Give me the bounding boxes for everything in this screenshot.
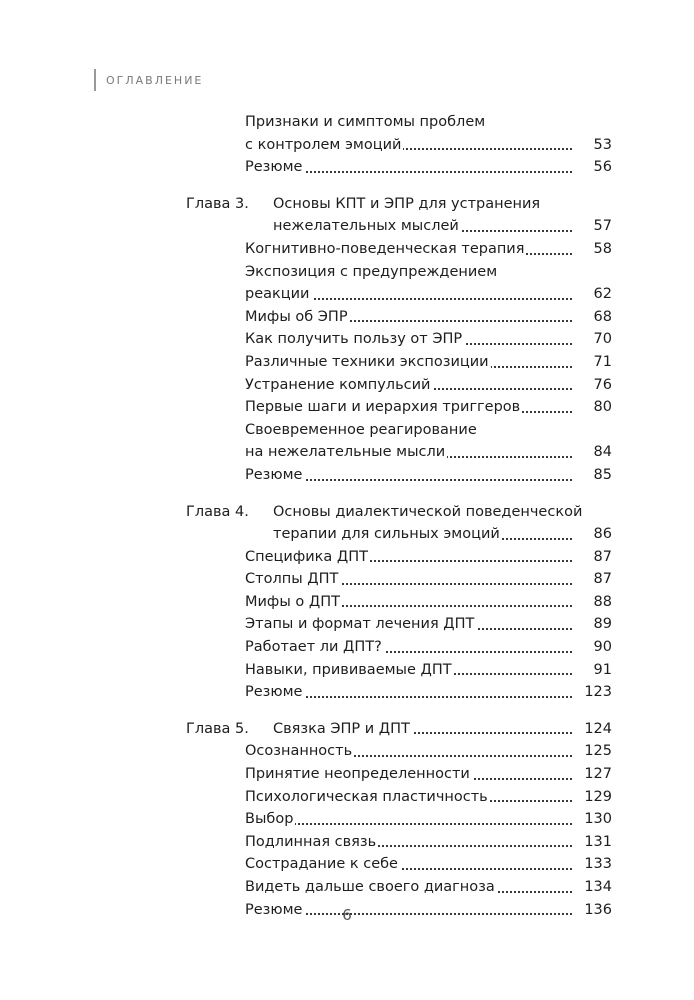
toc-entry-text: Устранение компульсий: [245, 374, 432, 397]
toc-entry-text: Столпы ДПТ: [245, 568, 340, 591]
chapter-title-text: терапии для сильных эмоций: [273, 523, 502, 546]
toc-line: [245, 374, 612, 397]
toc-line: [245, 419, 612, 442]
toc-line: [245, 786, 612, 809]
section-gap: [0, 704, 694, 718]
toc-line: [245, 396, 612, 419]
chapter-title-text: нежелательных мыслей: [273, 215, 461, 238]
toc-chapter: [0, 501, 694, 704]
chapter-prefix: Глава 4.: [186, 503, 249, 520]
toc-page-number: 62: [574, 283, 612, 306]
toc-entry[interactable]: [0, 419, 694, 464]
toc-entry[interactable]: [0, 156, 694, 179]
toc-entry[interactable]: [0, 636, 694, 659]
toc-entry-text: Видеть дальше своего диагноза: [245, 876, 497, 899]
toc-line: [245, 238, 612, 261]
toc-page-number: 57: [574, 215, 612, 238]
toc-entry-text: Различные техники экспозиции: [245, 351, 491, 374]
toc-line: [245, 876, 612, 899]
section-gap: [0, 179, 694, 193]
toc-page-number: 127: [574, 763, 612, 786]
toc-line: [245, 831, 612, 854]
toc-page-number: 88: [574, 591, 612, 614]
toc-entry-text: Первые шаги и иерархия триггеров: [245, 396, 522, 419]
toc-line: [245, 111, 612, 134]
toc-page-number: 56: [574, 156, 612, 179]
toc-line: [245, 351, 612, 374]
toc-line: [273, 193, 612, 216]
toc-entry[interactable]: [0, 546, 694, 569]
toc-entry-text: Специфика ДПТ: [245, 546, 370, 569]
chapter-title-text: Основы КПТ и ЭПР для устранения: [273, 193, 542, 216]
toc-page-number: 76: [574, 374, 612, 397]
toc-entry-text: Резюме: [245, 464, 304, 487]
toc-entry[interactable]: [0, 261, 694, 306]
toc-page-number: 85: [574, 464, 612, 487]
toc-line: [245, 156, 612, 179]
toc-page-number: 124: [574, 718, 612, 741]
toc-page-number: 84: [574, 441, 612, 464]
toc-line: [245, 261, 612, 284]
toc-entry[interactable]: [0, 464, 694, 487]
toc-entry-text: Выбор: [245, 808, 295, 831]
toc-page-number: 129: [574, 786, 612, 809]
toc-entry-text: Как получить пользу от ЭПР: [245, 328, 464, 351]
chapter-title-entry[interactable]: [0, 718, 694, 741]
toc-line: [245, 636, 612, 659]
toc-page-number: 53: [574, 134, 612, 157]
toc-entry[interactable]: [0, 763, 694, 786]
toc-entry[interactable]: [0, 831, 694, 854]
toc-line: [245, 740, 612, 763]
toc-entry-text: Признаки и симптомы проблем: [245, 111, 487, 134]
toc-group: [0, 111, 694, 179]
toc-line: [245, 328, 612, 351]
toc-page-number: 136: [574, 899, 612, 922]
toc-entry-text: с контролем эмоций: [245, 134, 403, 157]
toc-line: [245, 659, 612, 682]
toc-page-number: 131: [574, 831, 612, 854]
toc-page-number: 89: [574, 613, 612, 636]
toc-page-number: 68: [574, 306, 612, 329]
toc-chapter: [0, 718, 694, 921]
chapter-title-entry[interactable]: [0, 501, 694, 546]
toc-entry-text: Подлинная связь: [245, 831, 378, 854]
toc-page-number: 125: [574, 740, 612, 763]
toc-line: [245, 591, 612, 614]
toc-line: [245, 681, 612, 704]
toc-page-number: 123: [574, 681, 612, 704]
toc-page-number: 70: [574, 328, 612, 351]
toc-page-number: 134: [574, 876, 612, 899]
toc-entry[interactable]: [0, 591, 694, 614]
toc-page-number: 87: [574, 546, 612, 569]
toc-line: [273, 215, 612, 238]
toc-entry[interactable]: [0, 396, 694, 419]
toc-entry[interactable]: [0, 374, 694, 397]
toc-entry-text: Осознанность: [245, 740, 354, 763]
toc-line: [245, 763, 612, 786]
toc-entry-text: Экспозиция с предупреждением: [245, 261, 499, 284]
toc-page-number: 87: [574, 568, 612, 591]
toc-line: [273, 501, 612, 524]
toc-line: [245, 441, 612, 464]
running-head: [94, 69, 203, 91]
toc-line: [245, 464, 612, 487]
chapter-title-entry[interactable]: [0, 193, 694, 238]
chapter-title-text: Связка ЭПР и ДПТ: [273, 718, 412, 741]
toc-entry[interactable]: [0, 659, 694, 682]
toc-entry[interactable]: [0, 351, 694, 374]
toc-page-number: 58: [574, 238, 612, 261]
toc-page-number: 86: [574, 523, 612, 546]
toc-entry-text: Принятие неопределенности: [245, 763, 472, 786]
toc-page-number: 91: [574, 659, 612, 682]
table-of-contents: [0, 111, 694, 921]
toc-line: [245, 134, 612, 157]
toc-line: [245, 546, 612, 569]
toc-line: [273, 523, 612, 546]
toc-entry-text: на нежелательные мысли: [245, 441, 447, 464]
toc-entry-text: Мифы об ЭПР: [245, 306, 350, 329]
toc-line: [245, 568, 612, 591]
toc-entry[interactable]: [0, 568, 694, 591]
toc-chapter: [0, 193, 694, 487]
toc-page-number: 80: [574, 396, 612, 419]
toc-page-number: 90: [574, 636, 612, 659]
running-head-text: ОГЛАВЛЕНИЕ: [106, 73, 204, 87]
chapter-prefix: Глава 5.: [186, 720, 249, 737]
toc-entry[interactable]: [0, 238, 694, 261]
toc-entry-text: Своевременное реагирование: [245, 419, 479, 442]
toc-entry[interactable]: [0, 808, 694, 831]
toc-entry[interactable]: [0, 306, 694, 329]
toc-page-number: 133: [574, 853, 612, 876]
toc-entry[interactable]: [0, 111, 694, 156]
toc-line: [245, 853, 612, 876]
toc-entry[interactable]: [0, 681, 694, 704]
page-number: 6: [342, 906, 352, 924]
chapter-title-text: Основы диалектической поведенческой: [273, 501, 584, 524]
toc-entry[interactable]: [0, 613, 694, 636]
chapter-prefix: Глава 3.: [186, 195, 249, 212]
toc-entry-text: Мифы о ДПТ: [245, 591, 342, 614]
toc-entry-text: Психологическая пластичность: [245, 786, 490, 809]
toc-entry[interactable]: [0, 786, 694, 809]
toc-entry[interactable]: [0, 740, 694, 763]
toc-page-number: 71: [574, 351, 612, 374]
toc-entry-text: Этапы и формат лечения ДПТ: [245, 613, 476, 636]
toc-line: [245, 306, 612, 329]
toc-entry[interactable]: [0, 328, 694, 351]
toc-entry-text: Навыки, прививаемые ДПТ: [245, 659, 454, 682]
toc-entry-text: Резюме: [245, 156, 304, 179]
toc-entry-text: Работает ли ДПТ?: [245, 636, 384, 659]
toc-entry-text: реакции: [245, 283, 312, 306]
toc-entry-text: Когнитивно-поведенческая терапия: [245, 238, 526, 261]
toc-entry-text: Сострадание к себе: [245, 853, 400, 876]
toc-line: [245, 808, 612, 831]
toc-entry[interactable]: [0, 876, 694, 899]
toc-line: [245, 283, 612, 306]
toc-entry-text: Резюме: [245, 899, 304, 922]
dot-leader: [245, 823, 612, 825]
toc-line: [245, 613, 612, 636]
toc-page-number: 130: [574, 808, 612, 831]
toc-entry-text: Резюме: [245, 681, 304, 704]
section-gap: [0, 487, 694, 501]
toc-entry[interactable]: [0, 853, 694, 876]
toc-line: [273, 718, 612, 741]
